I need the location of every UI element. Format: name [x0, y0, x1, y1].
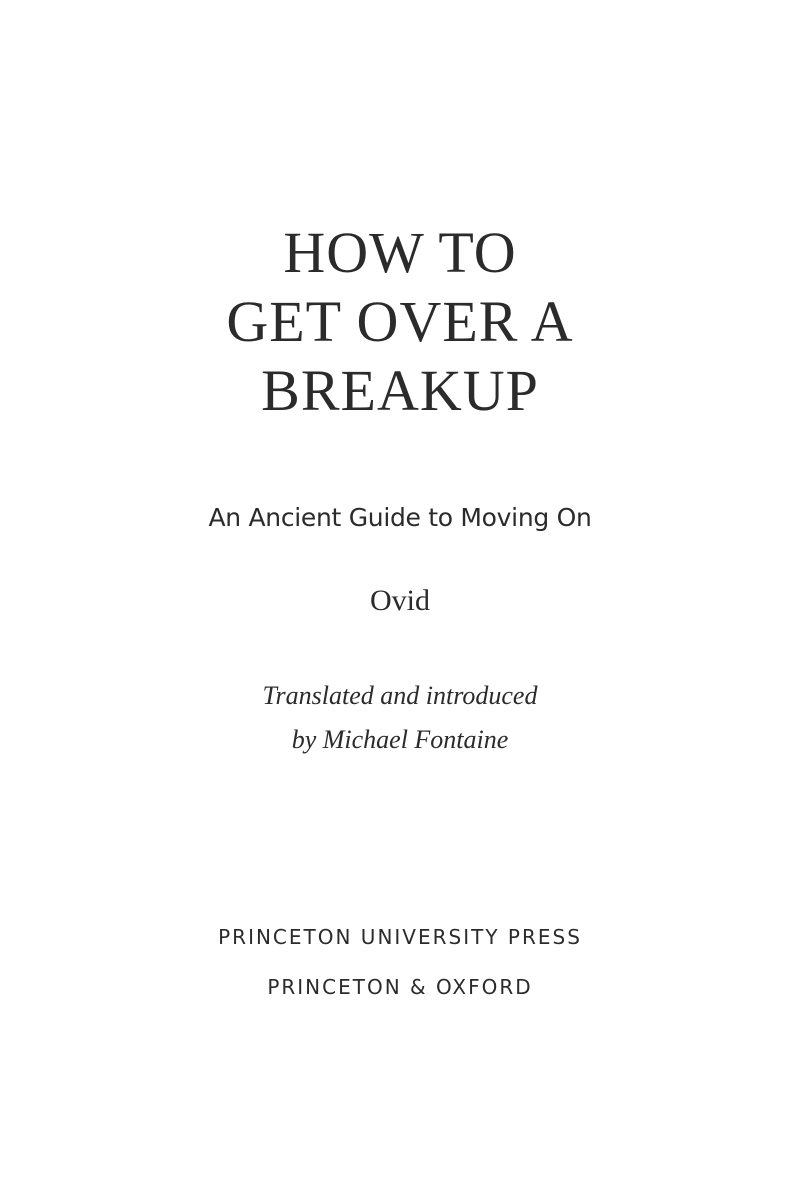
publisher-location: PRINCETON & OXFORD	[267, 975, 533, 999]
book-title-line: GET OVER A	[226, 289, 574, 354]
publisher-name: PRINCETON UNIVERSITY PRESS	[218, 925, 582, 949]
translator-credit	[0, 674, 800, 762]
book-subtitle: An Ancient Guide to Moving On	[208, 503, 592, 532]
book-title	[0, 218, 800, 425]
translator-credit-line: Translated and introduced	[262, 681, 538, 710]
author-name: Ovid	[370, 584, 430, 617]
book-title-line: BREAKUP	[261, 358, 539, 423]
translator-credit-line: by Michael Fontaine	[291, 725, 509, 754]
book-title-line: HOW TO	[283, 220, 517, 285]
